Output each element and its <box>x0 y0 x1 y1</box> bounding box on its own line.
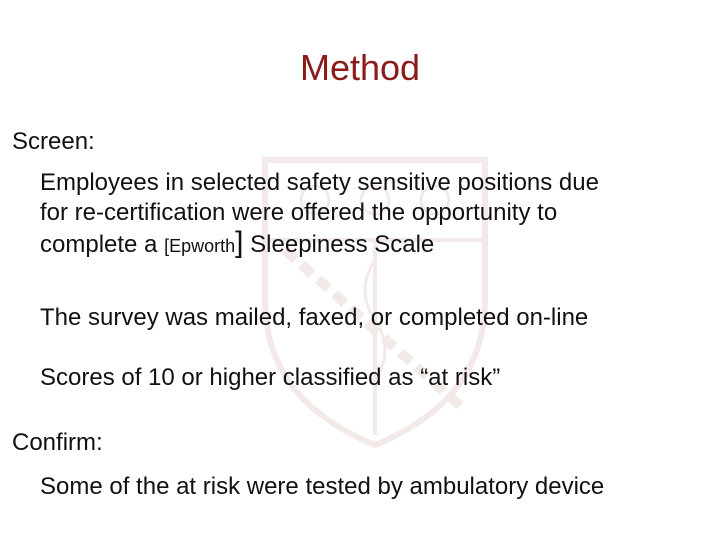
screen-paragraph-1-line-2: for re-certification were offered the opportunity to <box>40 199 558 226</box>
screen-heading: Screen: <box>12 128 95 155</box>
confirm-heading: Confirm: <box>12 429 103 456</box>
line-3-prefix: complete a <box>40 231 165 258</box>
slide-title: Method <box>299 47 421 88</box>
screen-paragraph-2: The survey was mailed, faxed, or completed on-line <box>40 304 589 331</box>
bracket-close: ] <box>235 226 244 259</box>
screen-paragraph-1-line-3 <box>40 228 710 261</box>
screen-paragraph-3: Scores of 10 or higher classified as “at risk” <box>40 364 501 391</box>
line-3-suffix: Sleepiness Scale <box>243 231 435 258</box>
screen-paragraph-1 <box>40 168 710 261</box>
epworth-word: Epworth <box>169 236 236 256</box>
screen-paragraph-1-line-1: Employees in selected safety sensitive positions due <box>40 169 599 196</box>
bracket-open: [ <box>164 236 170 256</box>
confirm-paragraph-1: Some of the at risk were tested by ambulatory device <box>40 473 605 500</box>
